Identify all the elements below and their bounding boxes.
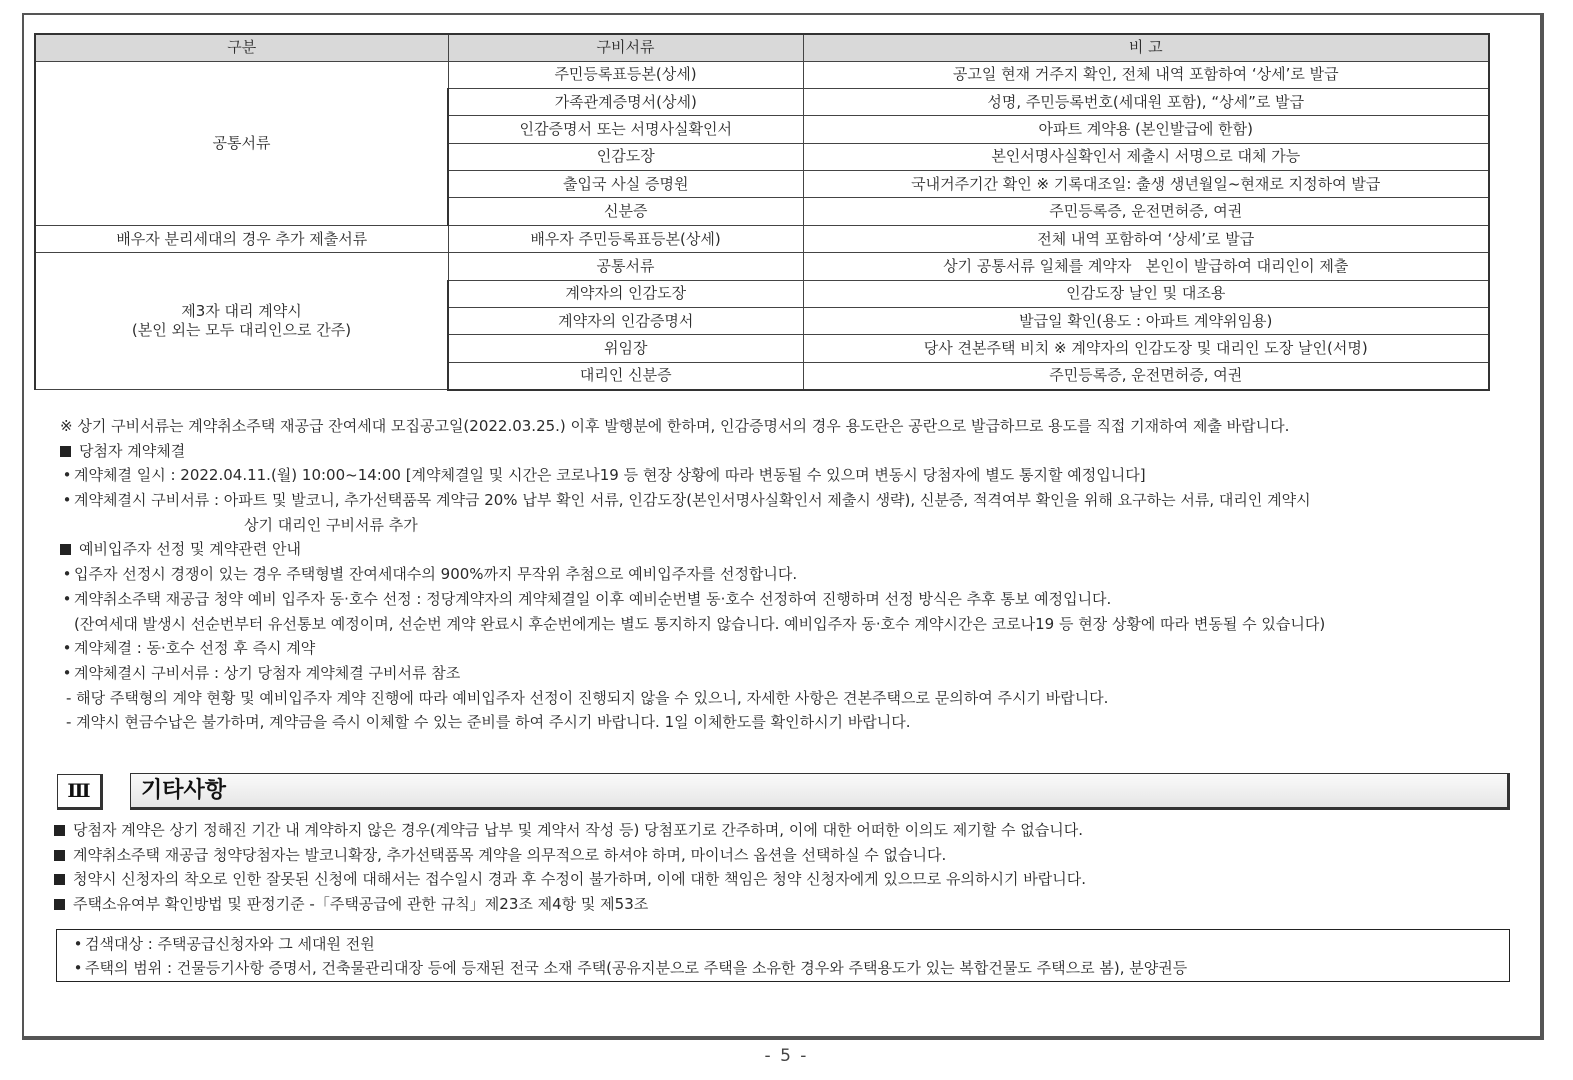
doc-cell: 배우자 주민등록표등본(상세)	[448, 225, 803, 252]
reserve-item-1-text: 입주자 선정시 경쟁이 있는 경우 주택형별 잔여세대수의 900%까지 무작위 추첨으로 예비입주자를 선정합니다.	[74, 565, 798, 584]
table-row	[35, 61, 1489, 88]
note-cell: 국내거주기간 확인 ※ 기록대조일: 출생 생년월일~현재로 지정하여 발급	[803, 171, 1489, 198]
header-document: 구비서류	[448, 34, 803, 61]
reserve-item-6: - 계약시 현금수납은 불가하며, 계약금을 즉시 이체할 수 있는 준비를 하여 주시기 바랍니다. 1일 이체한도를 확인하시기 바랍니다.	[66, 713, 911, 732]
reserve-item-2-cont: (잔여세대 발생시 선순번부터 유선통보 예정이며, 선순번 계약 완료시 후순번에게는 별도 통지하지 않습니다. 예비입주자 동·호수 계약시간은 코로나19 등 현장 상황에 따라 변동될 수 있습니다)	[74, 614, 1326, 633]
category-proxy-subtitle: (본인 외는 모두 대리인으로 간주)	[131, 321, 352, 340]
table-footnote: ※ 상기 구비서류는 계약취소주택 재공급 잔여세대 모집공고일(2022.03.25.) 이후 발행분에 한하며, 인감증명서의 경우 용도란은 공란으로 발급하므로 용도를 직접 기재하여 제출 바랍니다.	[60, 417, 1290, 435]
doc-cell: 인감증명서 또는 서명사실확인서	[448, 116, 803, 143]
contract-item-2-cont: 상기 대리인 구비서류 추가	[244, 515, 418, 534]
housing-ownership-box	[56, 929, 1510, 982]
other-item-1-text: 당첨자 계약은 상기 정해진 기간 내 계약하지 않은 경우(계약금 납부 및 계약서 작성 등) 당첨포기로 간주하며, 이에 대한 어떠한 이의도 제기할 수 없습니다.	[73, 821, 1084, 839]
required-documents-table	[34, 33, 1490, 391]
category-proxy	[35, 253, 448, 390]
doc-cell: 계약자의 인감증명서	[448, 308, 803, 335]
doc-cell: 공통서류	[448, 253, 803, 280]
dot-bullet-icon: •	[73, 935, 83, 953]
square-bullet-icon	[60, 446, 71, 457]
doc-cell: 주민등록표등본(상세)	[448, 61, 803, 88]
page-number: - 5 -	[764, 1046, 809, 1066]
note-cell: 당사 견본주택 비치 ※ 계약자의 인감도장 및 대리인 도장 날인(서명)	[803, 335, 1489, 362]
dot-bullet-icon: •	[62, 565, 72, 584]
doc-cell: 대리인 신분증	[448, 362, 803, 389]
reserve-item-2-text: 계약취소주택 재공급 청약 예비 입주자 동·호수 선정 : 정당계약자의 계약체결일 이후 예비순번별 동·호수 선정하여 진행하며 선정 방식은 추후 통보 예정입니다.	[74, 589, 1112, 608]
dot-bullet-icon: •	[73, 959, 83, 977]
doc-cell: 신분증	[448, 198, 803, 225]
note-cell: 인감도장 날인 및 대조용	[803, 280, 1489, 307]
note-cell: 성명, 주민등록번호(세대원 포함), “상세”로 발급	[803, 88, 1489, 115]
notes-section	[60, 414, 1325, 735]
reserve-item-5: - 해당 주택형의 계약 현황 및 예비입주자 계약 진행에 따라 예비입주자 선정이 진행되지 않을 수 있으니, 자세한 사항은 견본주택으로 문의하여 주시기 바랍니다.	[66, 688, 1109, 707]
box-item-1-text: 검색대상 : 주택공급신청자와 그 세대원 전원	[85, 935, 375, 953]
box-item-2-text: 주택의 범위 : 건물등기사항 증명서, 건축물관리대장 등에 등재된 전국 소재 주택(공유지분으로 주택을 소유한 경우와 주택용도가 있는 복합건물도 주택으로 봄), 분양권등	[85, 959, 1188, 977]
other-items	[54, 818, 1086, 917]
dot-bullet-icon: •	[62, 639, 72, 658]
header-category: 구분	[35, 34, 448, 61]
contract-heading-text: 당첨자 계약체결	[79, 441, 186, 460]
square-bullet-icon	[54, 850, 65, 861]
doc-cell: 계약자의 인감도장	[448, 280, 803, 307]
other-item-2	[54, 843, 1086, 868]
table-row	[35, 253, 1489, 280]
note-cell: 주민등록증, 운전면허증, 여권	[803, 198, 1489, 225]
other-item-1	[54, 818, 1086, 843]
header-remarks: 비 고	[803, 34, 1489, 61]
dot-bullet-icon: •	[62, 663, 72, 682]
reserve-item-3-text: 계약체결 : 동·호수 선정 후 즉시 계약	[74, 639, 316, 658]
reserve-item-3	[60, 636, 1325, 661]
other-item-4	[54, 892, 1086, 917]
square-bullet-icon	[54, 899, 65, 910]
other-item-3-text: 청약시 신청자의 착오로 인한 잘못된 신청에 대해서는 접수일시 경과 후 수정이 불가하며, 이에 대한 책임은 청약 신청자에게 있으므로 유의하시기 바랍니다.	[73, 870, 1087, 889]
doc-cell: 출입국 사실 증명원	[448, 171, 803, 198]
square-bullet-icon	[60, 544, 71, 555]
other-item-3	[54, 867, 1086, 892]
contract-item-1	[60, 463, 1325, 488]
square-bullet-icon	[54, 825, 65, 836]
reserve-item-2	[60, 587, 1325, 612]
contract-heading	[60, 439, 1325, 464]
reserve-item-4	[60, 661, 1325, 686]
dot-bullet-icon: •	[62, 466, 72, 485]
note-cell: 공고일 현재 거주지 확인, 전체 내역 포함하여 ‘상세’로 발급	[803, 61, 1489, 88]
note-cell: 상기 공통서류 일체를 계약자 본인이 발급하여 대리인이 제출	[803, 253, 1489, 280]
contract-item-2-text: 계약체결시 구비서류 : 아파트 및 발코니, 추가선택품목 계약금 20% 납부 확인 서류, 인감도장(본인서명사실확인서 제출시 생략), 신분증, 적격여부 확인을 위해 요구하는 서류, 대리인 계약시	[74, 491, 1311, 510]
other-item-4-text: 주택소유여부 확인방법 및 판정기준 -「주택공급에 관한 규칙」제23조 제4항 및 제53조	[73, 895, 649, 914]
table-header-row	[35, 34, 1489, 61]
dot-bullet-icon: •	[62, 491, 72, 510]
note-cell: 발급일 확인(용도 : 아파트 계약위임용)	[803, 308, 1489, 335]
doc-cell: 위임장	[448, 335, 803, 362]
contract-item-2	[60, 488, 1325, 513]
category-spouse: 배우자 분리세대의 경우 추가 제출서류	[35, 225, 448, 252]
note-cell: 아파트 계약용 (본인발급에 한함)	[803, 116, 1489, 143]
reserve-heading-text: 예비입주자 선정 및 계약관련 안내	[79, 540, 301, 559]
box-item-1	[71, 932, 1509, 956]
category-proxy-title: 제3자 대리 계약시	[181, 302, 302, 321]
reserve-item-1	[60, 562, 1325, 587]
box-item-2	[71, 956, 1509, 980]
other-item-2-text: 계약취소주택 재공급 청약당첨자는 발코니확장, 추가선택품목 계약을 의무적으로 하셔야 하며, 마이너스 옵션을 선택하실 수 없습니다.	[73, 845, 947, 864]
square-bullet-icon	[54, 874, 65, 885]
note-cell: 전체 내역 포함하여 ‘상세’로 발급	[803, 225, 1489, 252]
category-common: 공통서류	[35, 61, 448, 225]
section-number: Ⅲ	[57, 774, 103, 810]
dot-bullet-icon: •	[62, 589, 72, 608]
contract-item-1-text: 계약체결 일시 : 2022.04.11.(월) 10:00~14:00 [계약체결일 및 시간은 코로나19 등 현장 상황에 따라 변동될 수 있으며 변동시 당첨자에 별도 통지할 예정입니다]	[74, 466, 1146, 485]
note-cell: 본인서명사실확인서 제출시 서명으로 대체 가능	[803, 143, 1489, 170]
section-title: 기타사항	[130, 773, 1510, 810]
note-cell: 주민등록증, 운전면허증, 여권	[803, 362, 1489, 389]
reserve-item-4-text: 계약체결시 구비서류 : 상기 당첨자 계약체결 구비서류 참조	[74, 663, 461, 682]
doc-cell: 인감도장	[448, 143, 803, 170]
table-row	[35, 225, 1489, 252]
doc-cell: 가족관계증명서(상세)	[448, 88, 803, 115]
reserve-heading	[60, 537, 1325, 562]
